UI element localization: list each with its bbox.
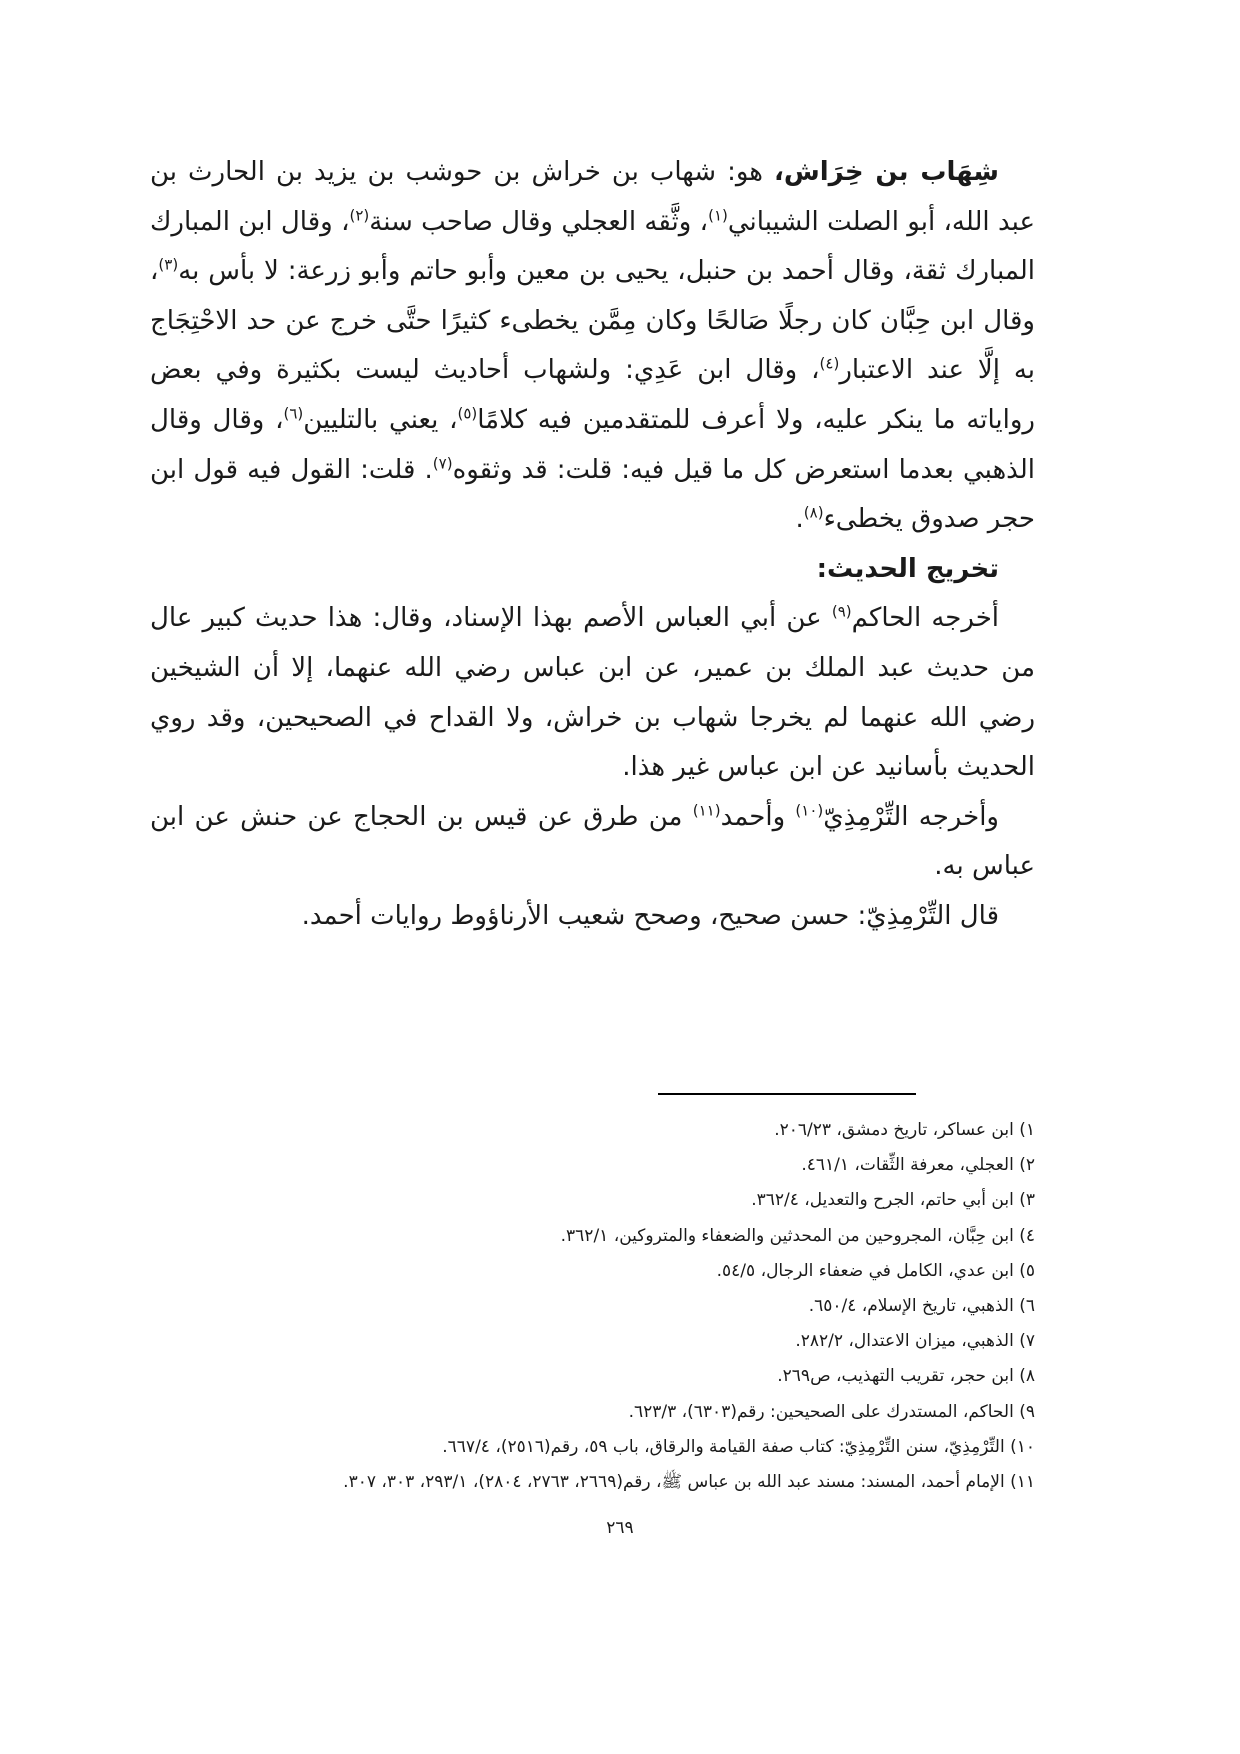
tirmidhi-paragraph (150, 793, 1035, 892)
page-number: ٢٦٩ (606, 1518, 634, 1538)
takhrij-text-1: أخرجه الحاكم (851, 603, 1000, 634)
footnote-5: ٥) ابن عدي، الكامل في ضعفاء الرجال، ٥٤/٥. (716, 1260, 1035, 1281)
grading-paragraph: قال التِّرْمِذِيّ: حسن صحيح، وصحح شعيب الأرناؤوط روايات أحمد. (301, 900, 999, 931)
takhrij-paragraph (150, 594, 1035, 792)
footnote-8: ٨) ابن حجر، تقريب التهذيب، ص٢٦٩. (777, 1366, 1035, 1387)
footnote-6: ٦) الذهبي، تاريخ الإسلام، ٦٥٠/٤. (808, 1296, 1035, 1317)
bio-text-6: ، يعني بالتليين (303, 404, 458, 435)
footnote-1: ١) ابن عساكر، تاريخ دمشق، ٢٠٦/٢٣. (774, 1120, 1035, 1140)
bio-text-1: هو: شهاب بن خراش بن حوشب بن يزيد بن الحارث بن عبد الله، أبو الصلت الشيباني (150, 157, 1035, 237)
footnote-11: ١١) الإمام أحمد، المسند: مسند عبد الله بن عباس ﷺ، رقم(٢٦٦٩، ٢٧٦٣، ٢٨٠٤)، ٢٩٣/١، ٣٠٣، ٣٠٧. (343, 1472, 1035, 1493)
footnote-7: ٧) الذهبي، ميزان الاعتدال، ٢٨٢/٢. (795, 1331, 1035, 1352)
section-heading: تخريج الحديث: (816, 553, 999, 584)
footnote-ref-3[interactable]: (٣) (158, 255, 179, 274)
footnote-ref-4[interactable]: (٤) (819, 354, 840, 373)
footnote-3: ٣) ابن أبي حاتم، الجرح والتعديل، ٣٦٢/٤. (751, 1190, 1035, 1211)
footnote-ref-10[interactable]: (١٠) (795, 801, 824, 820)
tirmidhi-text-1: وأخرجه التِّرْمِذِيّ (823, 801, 999, 832)
tirmidhi-text-3: من طرق عن قيس بن الحجاج عن حنش عن ابن عباس به. (150, 801, 1035, 882)
footnote-ref-11[interactable]: (١١) (692, 801, 721, 820)
footnote-ref-8[interactable]: (٨) (803, 503, 824, 522)
footnote-2: ٢) العجلي، معرفة الثِّقات، ٤٦١/١. (801, 1155, 1035, 1176)
tirmidhi-text-2: وأحمد (720, 801, 796, 832)
bio-text-3: ، وقال ابن المبارك المبارك ثقة، وقال أحمد بن حنبل، يحيى بن معين وأبو حاتم وأبو زرعة: لا بأس به (150, 206, 1035, 287)
footnote-4: ٤) ابن حِبَّان، المجروحين من المحدثين والضعفاء والمتروكين، ٣٦٢/١. (560, 1225, 1035, 1246)
bio-text-9: . (795, 504, 804, 535)
footnote-ref-2[interactable]: (٢) (349, 205, 370, 224)
footnote-ref-5[interactable]: (٥) (457, 404, 478, 423)
footnote-10: ١٠) التِّرْمِذِيّ، سنن التِّرْمِذِيّ: كتاب صفة القيامة والرقاق، باب ٥٩، رقم(٢٥١٦)، ٦٦٧/٤. (442, 1436, 1035, 1457)
bio-text-7: ، وقال وقال الذهبي بعدما استعرض كل ما قيل فيه: قلت: قد وثقوه (150, 404, 1035, 485)
footnotes (150, 1113, 1035, 1500)
footnote-ref-9[interactable]: (٩) (831, 602, 852, 621)
footnote-ref-7[interactable]: (٧) (432, 453, 453, 472)
bio-text-8: . قلت: القول فيه قول ابن حجر صدوق يخطىء (150, 454, 1035, 535)
main-text (150, 148, 1035, 942)
narrator-name: شِهَاب بن خِرَاش، (774, 157, 999, 187)
bio-text-2: ، وثَّقه العجلي وقال صاحب سنة (369, 206, 709, 237)
bio-text-5: ، وقال ابن عَدِي: ولشهاب أحاديث ليست بكثيرة وفي بعض رواياته ما ينكر عليه، ولا أعرف للمتقدمين فيه كلامًا (150, 355, 1035, 435)
footnote-separator (658, 1093, 916, 1095)
footnote-ref-6[interactable]: (٦) (283, 404, 304, 423)
biography-paragraph (150, 148, 1035, 545)
takhrij-text-2: عن أبي العباس الأصم بهذا الإسناد، وقال: هذا حديث كبير عال من حديث عبد الملك بن عمير، عن ابن عباس رضي الله عنهما، إلا أن الشيخين رضي الله عنهما لم يخرجا شهاب بن خراش، ولا القداح في الصحيحين، وقد روي الحديث بأسانيد عن ابن عباس غير هذا. (150, 603, 1035, 783)
footnote-ref-1[interactable]: (١) (708, 205, 728, 224)
footnote-9: ٩) الحاكم، المستدرك على الصحيحين: رقم(٦٣٠٣)، ٦٢٣/٣. (628, 1401, 1035, 1422)
bio-text-4: ، وقال ابن حِبَّان كان رجلًا صَالحًا وكان مِمَّن يخطىء كثيرًا حتَّى خرج عن حد الاحْتِجَاج به إلَّا عند الاعتبار (150, 256, 1036, 386)
